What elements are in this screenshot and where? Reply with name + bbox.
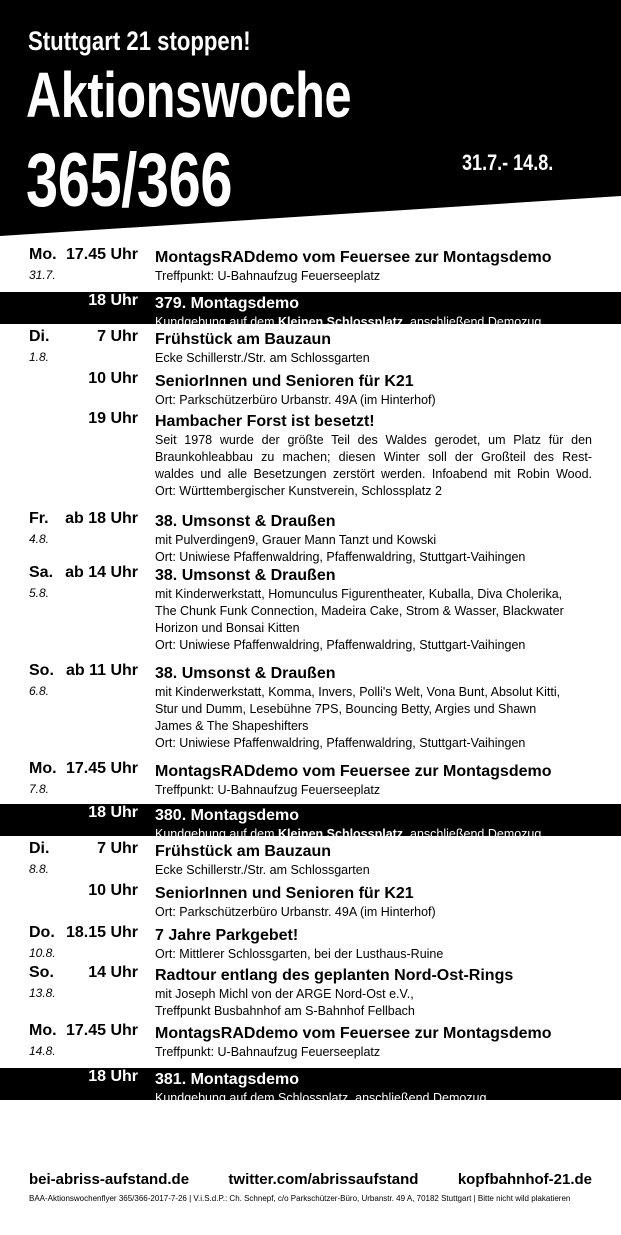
event-time: 17.45 Uhr (65, 246, 138, 263)
event-time: 19 Uhr (88, 410, 138, 427)
event-title: MontagsRADdemo vom Feuersee zur Montagsdemo (155, 763, 552, 780)
event-content (155, 293, 592, 331)
pretitle: Stuttgart 21 stoppen! (28, 26, 251, 56)
event-description-line: waldes und alle Besetzungen zerstört werden. Infoabend mit Robin Wood. (155, 467, 592, 481)
event-weekday: Fr. (29, 510, 49, 527)
event-content (155, 511, 592, 566)
event-time: ab 14 Uhr (65, 564, 138, 581)
event-description-line: Seit 1978 wurde der größte Teil des Waldes gerodet, um Platz für den (155, 433, 592, 447)
event-title: 381. Montagsdemo (155, 1071, 300, 1088)
event-time: ab 18 Uhr (65, 510, 138, 527)
event-title: MontagsRADdemo vom Feuersee zur Montagsdemo (155, 1025, 552, 1042)
imprint-text: BAA-Aktionswochenflyer 365/366-2017-7-26 | V.i.S.d.P.: Ch. Schnepf, c/o Parkschützer-Büro, Urbanstr. 49 A, 70182 Stuttgart | Bitte nicht wild plakatieren (29, 1194, 571, 1203)
event-content (155, 1069, 592, 1107)
event-description-line: James & The Shapeshifters (155, 719, 309, 733)
event-time: ab 11 Uhr (65, 662, 138, 679)
description-part: Kundgebung auf dem (155, 827, 279, 841)
event-row (0, 328, 621, 370)
event-description-line: The Chunk Funk Connection, Madeira Cake, Strom & Wasser, Blackwater (155, 604, 564, 618)
event-description-line: Treffpunkt: U-Bahnaufzug Feuerseeplatz (155, 269, 381, 283)
event-description-line: Stur und Dumm, Lesebühne 7PS, Bouncing Betty, Argies und Shawn (155, 702, 537, 716)
event-description-line: Ort: Parkschützerbüro Urbanstr. 49A (im Hinterhof) (155, 905, 436, 919)
montagsdemo-row (0, 292, 621, 329)
event-weekday: Mo. (29, 246, 57, 263)
event-date: 5.8. (29, 586, 50, 600)
description-part: , anschließend Demozug (403, 315, 542, 329)
event-description-line: mit Kinderwerkstatt, Homunculus Figurentheater, Kuballa, Diva Cholerika, (155, 587, 563, 601)
event-title: Radtour entlang des geplanten Nord-Ost-Rings (155, 967, 514, 984)
description-part: , anschließend Demozug (403, 827, 542, 841)
event-time: 7 Uhr (97, 328, 138, 345)
event-date: 8.8. (29, 862, 50, 876)
event-time: 10 Uhr (88, 882, 138, 899)
event-row (0, 760, 621, 802)
event-date: 6.8. (29, 684, 50, 698)
page-subtitle-number: 365/366 (26, 138, 233, 223)
location-highlight: Kleinen Schlossplatz (278, 827, 404, 841)
event-content (155, 247, 592, 285)
event-content (155, 965, 592, 1020)
event-title: 7 Jahre Parkgebet! (155, 927, 299, 944)
event-weekday: Mo. (29, 760, 57, 777)
event-row (0, 410, 621, 510)
event-description-line: Treffpunkt Busbahnhof am S-Bahnhof Fellbach (155, 1004, 415, 1018)
event-description-line: Ort: Parkschützerbüro Urbanstr. 49A (im Hinterhof) (155, 393, 436, 407)
event-row (0, 882, 621, 924)
event-weekday: So. (29, 662, 54, 679)
event-description-line: Ort: Uniwiese Pfaffenwaldring, Pfaffenwaldring, Stuttgart-Vaihingen (155, 736, 526, 750)
event-description-line: Ort: Uniwiese Pfaffenwaldring, Pfaffenwaldring, Stuttgart-Vaihingen (155, 550, 526, 564)
event-row (0, 840, 621, 882)
event-title: SeniorInnen und Senioren für K21 (155, 885, 414, 902)
date-range: 31.7.- 14.8. (462, 150, 554, 175)
event-title: MontagsRADdemo vom Feuersee zur Montagsdemo (155, 249, 552, 266)
link-bei-abriss-aufstand[interactable]: bei-abriss-aufstand.de (29, 1171, 190, 1188)
event-row (0, 662, 621, 760)
montagsdemo-row (0, 1068, 621, 1105)
description-part: Kundgebung auf dem (155, 315, 279, 329)
event-weekday: Di. (29, 328, 50, 345)
event-title: 38. Umsonst & Draußen (155, 513, 336, 530)
event-weekday: Di. (29, 840, 50, 857)
event-row (0, 510, 621, 564)
event-description-line: mit Joseph Michl von der ARGE Nord-Ost e.V., (155, 987, 414, 1001)
event-description-line: Ecke Schillerstr./Str. am Schlossgarten (155, 863, 370, 877)
event-description-line: Ort: Uniwiese Pfaffenwaldring, Pfaffenwaldring, Stuttgart-Vaihingen (155, 638, 526, 652)
event-content (155, 761, 592, 799)
event-title: 379. Montagsdemo (155, 295, 300, 312)
event-time: 17.45 Uhr (65, 1022, 138, 1039)
event-content (155, 663, 592, 752)
event-description-line: Treffpunkt: U-Bahnaufzug Feuerseeplatz (155, 1045, 381, 1059)
event-description (155, 1090, 592, 1107)
link-twitter[interactable]: twitter.com/abrissaufstand (228, 1171, 419, 1188)
event-date: 4.8. (29, 532, 50, 546)
event-time: 18 Uhr (88, 1068, 138, 1085)
event-weekday: So. (29, 964, 54, 981)
event-title: Frühstück am Bauzaun (155, 843, 332, 860)
event-date: 14.8. (29, 1044, 56, 1058)
event-description-line: Ort: Württembergischer Kunstverein, Schlossplatz 2 (155, 484, 442, 498)
event-description-line: Treffpunkt: U-Bahnaufzug Feuerseeplatz (155, 783, 381, 797)
event-title: 38. Umsonst & Draußen (155, 567, 336, 584)
event-row (0, 564, 621, 662)
event-content (155, 883, 592, 921)
event-schedule (0, 246, 621, 1105)
event-date: 13.8. (29, 986, 56, 1000)
event-description-line: Ecke Schillerstr./Str. am Schlossgarten (155, 351, 370, 365)
event-row (0, 1022, 621, 1066)
event-time: 18 Uhr (88, 804, 138, 821)
event-time: 17.45 Uhr (65, 760, 138, 777)
event-content (155, 925, 592, 963)
event-time: 18 Uhr (88, 292, 138, 309)
event-row (0, 246, 621, 290)
event-time: 14 Uhr (88, 964, 138, 981)
event-date: 10.8. (29, 946, 56, 960)
event-weekday: Mo. (29, 1022, 57, 1039)
event-time: 10 Uhr (88, 370, 138, 387)
header-banner (0, 0, 621, 236)
event-description-line: mit Kinderwerkstatt, Komma, Invers, Polli's Welt, Vona Bunt, Absolut Kitti, (155, 685, 561, 699)
event-row (0, 964, 621, 1022)
montagsdemo-row (0, 804, 621, 841)
event-title: Hambacher Forst ist besetzt! (155, 413, 375, 430)
event-title: 38. Umsonst & Draußen (155, 665, 336, 682)
event-date: 7.8. (29, 782, 50, 796)
event-date: 31.7. (29, 268, 56, 282)
event-description-line: Ort: Mittlerer Schlossgarten, bei der Lusthaus-Ruine (155, 947, 444, 961)
event-content (155, 1023, 592, 1061)
event-date: 1.8. (29, 350, 50, 364)
page-title: Aktionswoche (26, 59, 352, 131)
event-title: SeniorInnen und Senioren für K21 (155, 373, 414, 390)
location-highlight: Kleinen Schlossplatz (278, 315, 404, 329)
event-content (155, 411, 592, 500)
event-row (0, 924, 621, 964)
link-kopfbahnhof[interactable]: kopfbahnhof-21.de (457, 1171, 592, 1188)
event-content (155, 371, 592, 409)
event-description-line: mit Pulverdingen9, Grauer Mann Tanzt und Kowski (155, 533, 437, 547)
event-time: 18.15 Uhr (65, 924, 138, 941)
event-content (155, 565, 592, 654)
event-weekday: Sa. (29, 564, 54, 581)
event-time: 7 Uhr (97, 840, 138, 857)
event-content (155, 841, 592, 879)
event-title: Frühstück am Bauzaun (155, 331, 332, 348)
event-weekday: Do. (29, 924, 55, 941)
event-content (155, 329, 592, 367)
event-row (0, 370, 621, 410)
event-title: 380. Montagsdemo (155, 807, 300, 824)
footer-links (29, 1171, 592, 1188)
event-content (155, 805, 592, 843)
description-part: Kundgebung auf dem Schlossplatz, anschließend Demozug (155, 1091, 487, 1105)
event-description-line: Horizon und Bonsai Kitten (155, 621, 300, 635)
event-description-line: Braunkohleabbau zu machen; diesen Winter soll der Großteil des Rest- (155, 450, 592, 464)
